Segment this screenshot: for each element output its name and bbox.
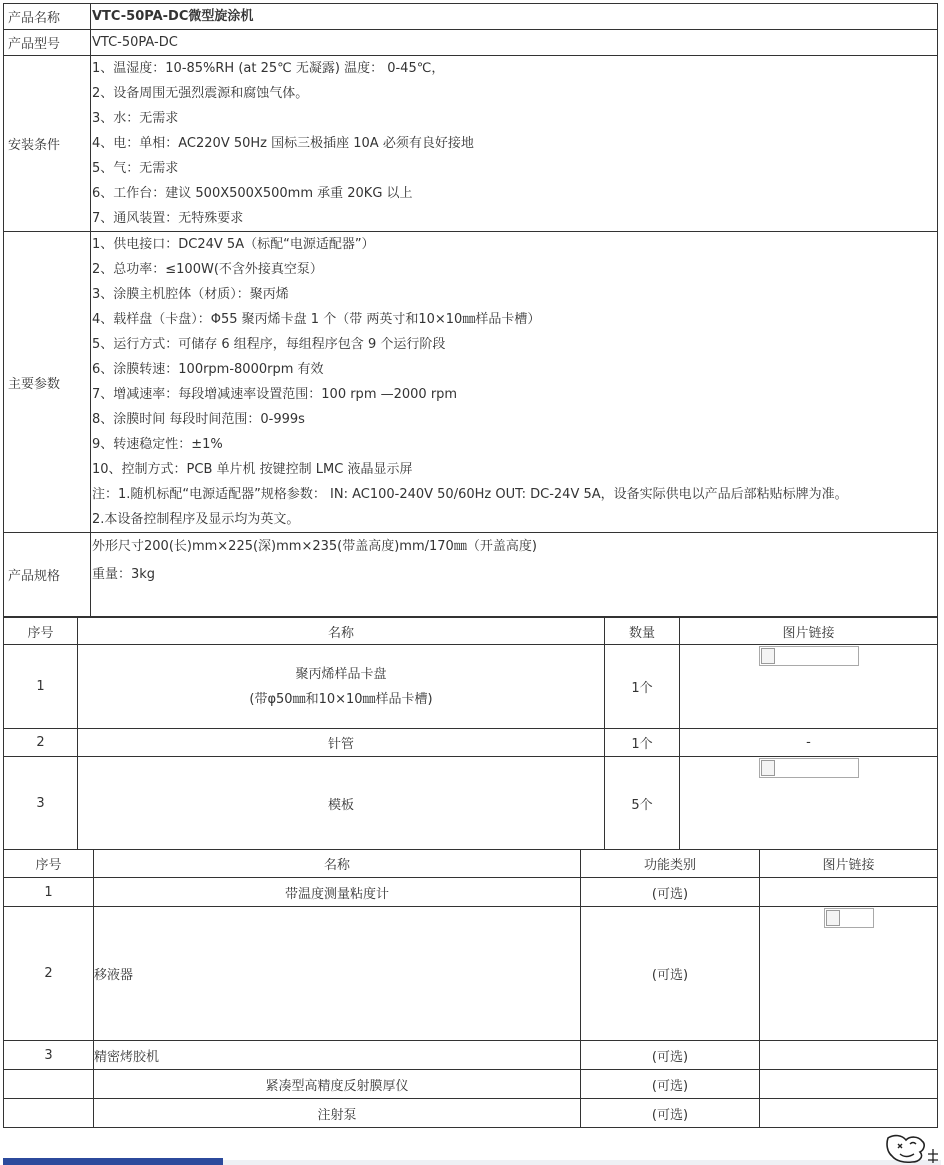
header-type: 功能类别	[581, 850, 760, 878]
row-name: 移液器	[94, 907, 581, 1041]
install-label: 安装条件	[4, 56, 91, 232]
table-row	[4, 1041, 938, 1070]
row-image-cell	[680, 645, 938, 729]
install-line: 3、水：无需求	[92, 111, 179, 126]
install-line: 5、气：无需求	[92, 161, 179, 176]
table-row	[4, 645, 938, 729]
row-type: (可选)	[581, 907, 760, 1041]
accessories-table	[3, 617, 938, 850]
header-image-link: 图片链接	[680, 618, 938, 645]
mascot-doodle-icon	[884, 1132, 940, 1165]
spec-table	[3, 3, 938, 617]
spec-row-model	[4, 30, 938, 56]
header-name: 名称	[78, 618, 605, 645]
header-no: 序号	[4, 618, 78, 645]
model-label: 产品型号	[4, 30, 91, 56]
header-name: 名称	[94, 850, 581, 878]
param-line: 9、转速稳定性：±1%	[92, 437, 223, 452]
row-no: 2	[4, 729, 78, 757]
row-image-cell	[760, 878, 938, 907]
spec-row-install	[4, 56, 938, 232]
param-line: 8、涂膜时间 每段时间范围：0-999s	[92, 412, 305, 427]
size-line: 重量：3kg	[92, 567, 156, 582]
row-no: 1	[4, 878, 94, 907]
accessories-header	[4, 618, 938, 645]
param-note: 2.本设备控制程序及显示均为英文。	[92, 512, 300, 527]
row-no: 3	[4, 1041, 94, 1070]
install-line: 7、通风装置：无特殊要求	[92, 211, 244, 226]
row-no: 1	[4, 645, 78, 729]
row-image-cell	[760, 1041, 938, 1070]
param-line: 2、总功率：≤100W(不含外接真空泵）	[92, 262, 323, 277]
row-type: (可选)	[581, 1041, 760, 1070]
row-no: 3	[4, 757, 78, 850]
spec-row-name	[4, 4, 938, 30]
row-no: 2	[4, 907, 94, 1041]
row-name	[78, 645, 605, 729]
row-image-cell	[760, 1099, 938, 1128]
param-line: 3、涂膜主机腔体（材质）：聚丙烯	[92, 287, 289, 302]
product-size	[91, 533, 938, 617]
main-parameters	[91, 232, 938, 533]
header-no: 序号	[4, 850, 94, 878]
install-line: 2、设备周围无强烈震源和腐蚀气体。	[92, 86, 309, 101]
row-type: (可选)	[581, 1099, 760, 1128]
row-name: 模板	[78, 757, 605, 850]
param-line: 4、载样盘（卡盘）：Φ55 聚丙烯卡盘 1 个（带 两英寸和10×10㎜样品卡槽）	[92, 312, 541, 327]
bottom-accent-bar	[3, 1158, 223, 1165]
param-line: 7、增减速率：每段增减速率设置范围：100 rpm —2000 rpm	[92, 387, 458, 402]
row-name: 紧凑型高精度反射膜厚仪	[94, 1070, 581, 1099]
broken-image-icon[interactable]	[759, 758, 859, 778]
row-image-link: -	[680, 729, 938, 757]
table-row	[4, 1070, 938, 1099]
param-line: 10、控制方式：PCB 单片机 按键控制 LMC 液晶显示屏	[92, 462, 413, 477]
row-qty: 1个	[605, 729, 680, 757]
table-row	[4, 907, 938, 1041]
row-name-line: (带φ50㎜和10×10㎜样品卡槽)	[249, 691, 433, 707]
row-name: 带温度测量粘度计	[94, 878, 581, 907]
row-no	[4, 1099, 94, 1128]
table-row	[4, 1099, 938, 1128]
size-spacer	[92, 589, 937, 616]
row-image-cell	[760, 907, 938, 1041]
table-row	[4, 878, 938, 907]
row-name: 注射泵	[94, 1099, 581, 1128]
install-conditions	[91, 56, 938, 232]
header-qty: 数量	[605, 618, 680, 645]
row-qty: 1个	[605, 645, 680, 729]
install-line: 1、温湿度：10-85%RH (at 25℃ 无凝露) 温度： 0-45℃，	[92, 61, 445, 76]
broken-image-icon[interactable]	[759, 646, 859, 666]
row-name-line: 聚丙烯样品卡盘	[295, 666, 387, 682]
row-no	[4, 1070, 94, 1099]
spec-row-params	[4, 232, 938, 533]
param-line: 5、运行方式：可储存 6 组程序，每组程序包含 9 个运行阶段	[92, 337, 446, 352]
broken-image-icon[interactable]	[824, 908, 874, 928]
table-row	[4, 729, 938, 757]
size-label: 产品规格	[4, 533, 91, 617]
header-image-link: 图片链接	[760, 850, 938, 878]
row-name: 精密烤胶机	[94, 1041, 581, 1070]
param-note: 注：1.随机标配“电源适配器”规格参数： IN: AC100-240V 50/60Hz OUT: DC-24V 5A，设备实际供电以产品后部粘贴标牌为准。	[92, 487, 848, 502]
install-line: 6、工作台：建议 500X500X500mm 承重 20KG 以上	[92, 186, 413, 201]
params-label: 主要参数	[4, 232, 91, 533]
size-line: 外形尺寸200(长)mm×225(深)mm×235(带盖高度)mm/170㎜（开盖高度)	[92, 539, 537, 554]
row-type: (可选)	[581, 1070, 760, 1099]
row-image-cell	[680, 757, 938, 850]
row-image-cell	[760, 1070, 938, 1099]
param-line: 1、供电接口：DC24V 5A（标配“电源适配器”）	[92, 237, 375, 252]
row-name: 针管	[78, 729, 605, 757]
install-line: 4、电：单相：AC220V 50Hz 国标三极插座 10A 必须有良好接地	[92, 136, 474, 151]
optional-header	[4, 850, 938, 878]
row-type: (可选)	[581, 878, 760, 907]
product-name-label: 产品名称	[4, 4, 91, 30]
bottom-strip	[223, 1160, 941, 1165]
table-row	[4, 757, 938, 850]
param-line: 6、涂膜转速：100rpm-8000rpm 有效	[92, 362, 324, 377]
optional-table	[3, 849, 938, 1128]
model-value: VTC-50PA-DC	[92, 35, 178, 50]
row-qty: 5个	[605, 757, 680, 850]
spec-row-size	[4, 533, 938, 617]
product-name-value: VTC-50PA-DC微型旋涂机	[92, 9, 254, 24]
